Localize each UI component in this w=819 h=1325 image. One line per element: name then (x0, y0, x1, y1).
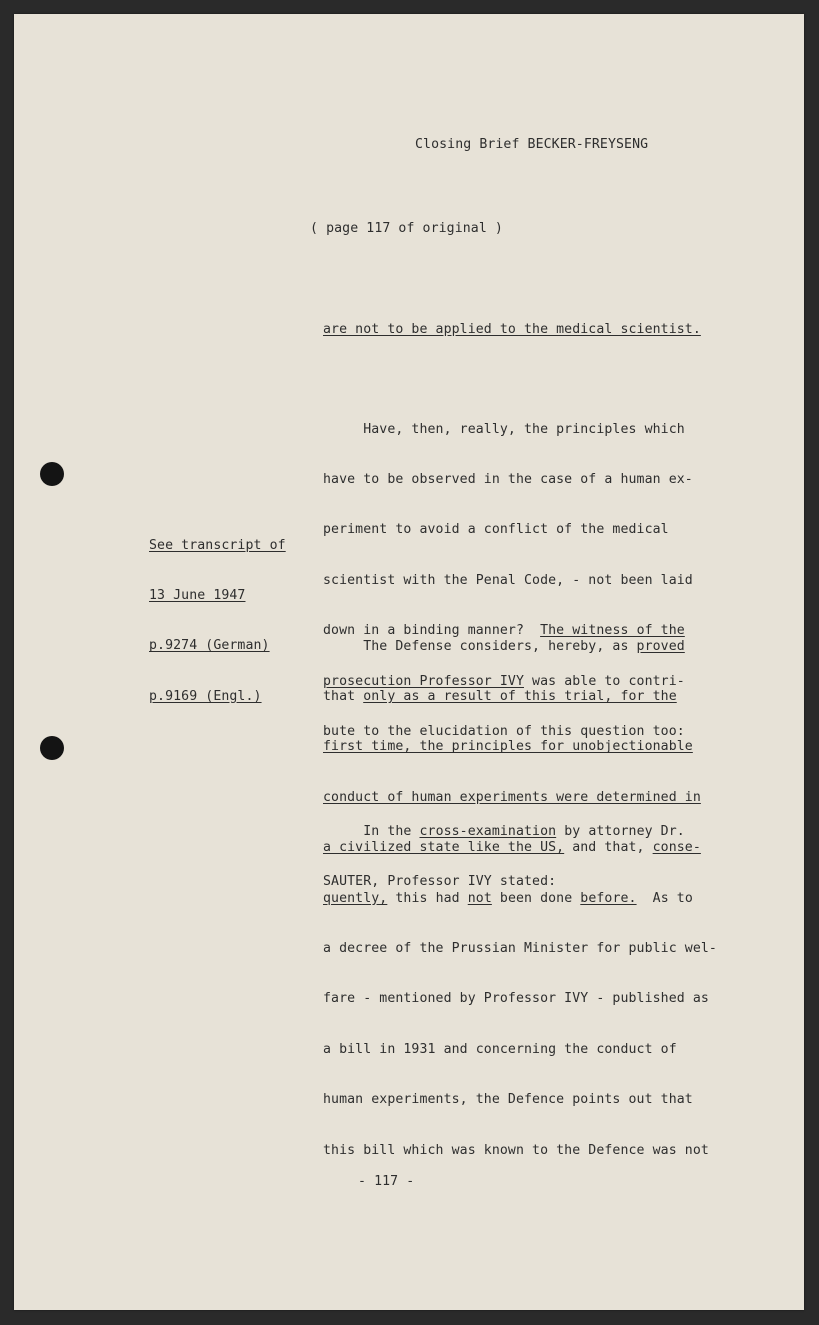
para3-line-2a: that (323, 688, 364, 704)
para3-line-1a: The Defense considers, hereby, as (323, 638, 637, 654)
para1-line-6-underlined: prosecution Professor IVY (323, 673, 524, 689)
para3-line-6b: this had (387, 890, 468, 906)
para1-line-7: bute to the elucidation of this question too: (323, 723, 685, 739)
para2-line-1b: by attorney Dr. (556, 823, 685, 839)
para1-line-3: periment to avoid a conflict of the medical (323, 522, 669, 538)
para3-line-5-underlined: a civilized state like the US, (323, 840, 565, 856)
para3-line-8: fare - mentioned by Professor IVY - published as (323, 991, 709, 1007)
body-line-0: are not to be applied to the medical scientist. (323, 321, 701, 337)
para1-line-6-rest: was able to contri- (524, 673, 685, 689)
para3-line-2-underlined: only as a result of this trial, for the (363, 688, 677, 704)
margin-note (149, 504, 286, 739)
punch-hole-top (40, 462, 64, 486)
para3-line-6d: As to (636, 890, 693, 906)
page-reference: ( page 117 of original ) (310, 221, 503, 236)
margin-note-line-3: p.9274 (German) (149, 638, 270, 654)
margin-note-line-4: p.9169 (Engl.) (149, 688, 262, 704)
para3-block (323, 605, 717, 1193)
para3-line-5b: and that, (564, 840, 653, 856)
para3-line-10: human experiments, the Defence points out that (323, 1092, 693, 1108)
para1-line-2: have to be observed in the case of a human ex- (323, 471, 693, 487)
para1-line-5-underlined: The witness of the (540, 623, 685, 639)
punch-hole-bottom (40, 736, 64, 760)
para3-proved: proved (636, 638, 685, 654)
para3-line-4: conduct of human experiments were determined in (323, 789, 701, 805)
para3-line-6c: been done (491, 890, 581, 906)
para3-line-6-quently: quently, (323, 890, 388, 906)
para3-line-6-before: before. (580, 890, 637, 906)
para1-line-5: down in a binding manner? (323, 623, 524, 639)
para1-line-4: scientist with the Penal Code, - not been laid (323, 572, 693, 588)
para2-line-2: SAUTER, Professor IVY stated: (323, 874, 557, 890)
para3-line-11: this bill which was known to the Defence was not (323, 1142, 709, 1158)
para2-cross-examination: cross-examination (419, 823, 557, 839)
para3-line-3: first time, the principles for unobjectionable (323, 739, 693, 755)
margin-note-line-1: See transcript of (149, 537, 286, 553)
para1-line-1: Have, then, really, the principles which (323, 421, 685, 437)
document-page (14, 14, 804, 1310)
para3-line-9: a bill in 1931 and concerning the conduct of (323, 1041, 677, 1057)
para3-line-7: a decree of the Prussian Minister for public wel- (323, 940, 717, 956)
header-title: Closing Brief BECKER-FREYSENG (415, 137, 649, 152)
para2-line-1a: In the (323, 823, 420, 839)
para3-line-6-not: not (467, 890, 492, 906)
margin-note-line-2: 13 June 1947 (149, 587, 246, 603)
para3-line-5-conse: conse- (652, 840, 701, 856)
page-number: - 117 - (358, 1174, 415, 1189)
